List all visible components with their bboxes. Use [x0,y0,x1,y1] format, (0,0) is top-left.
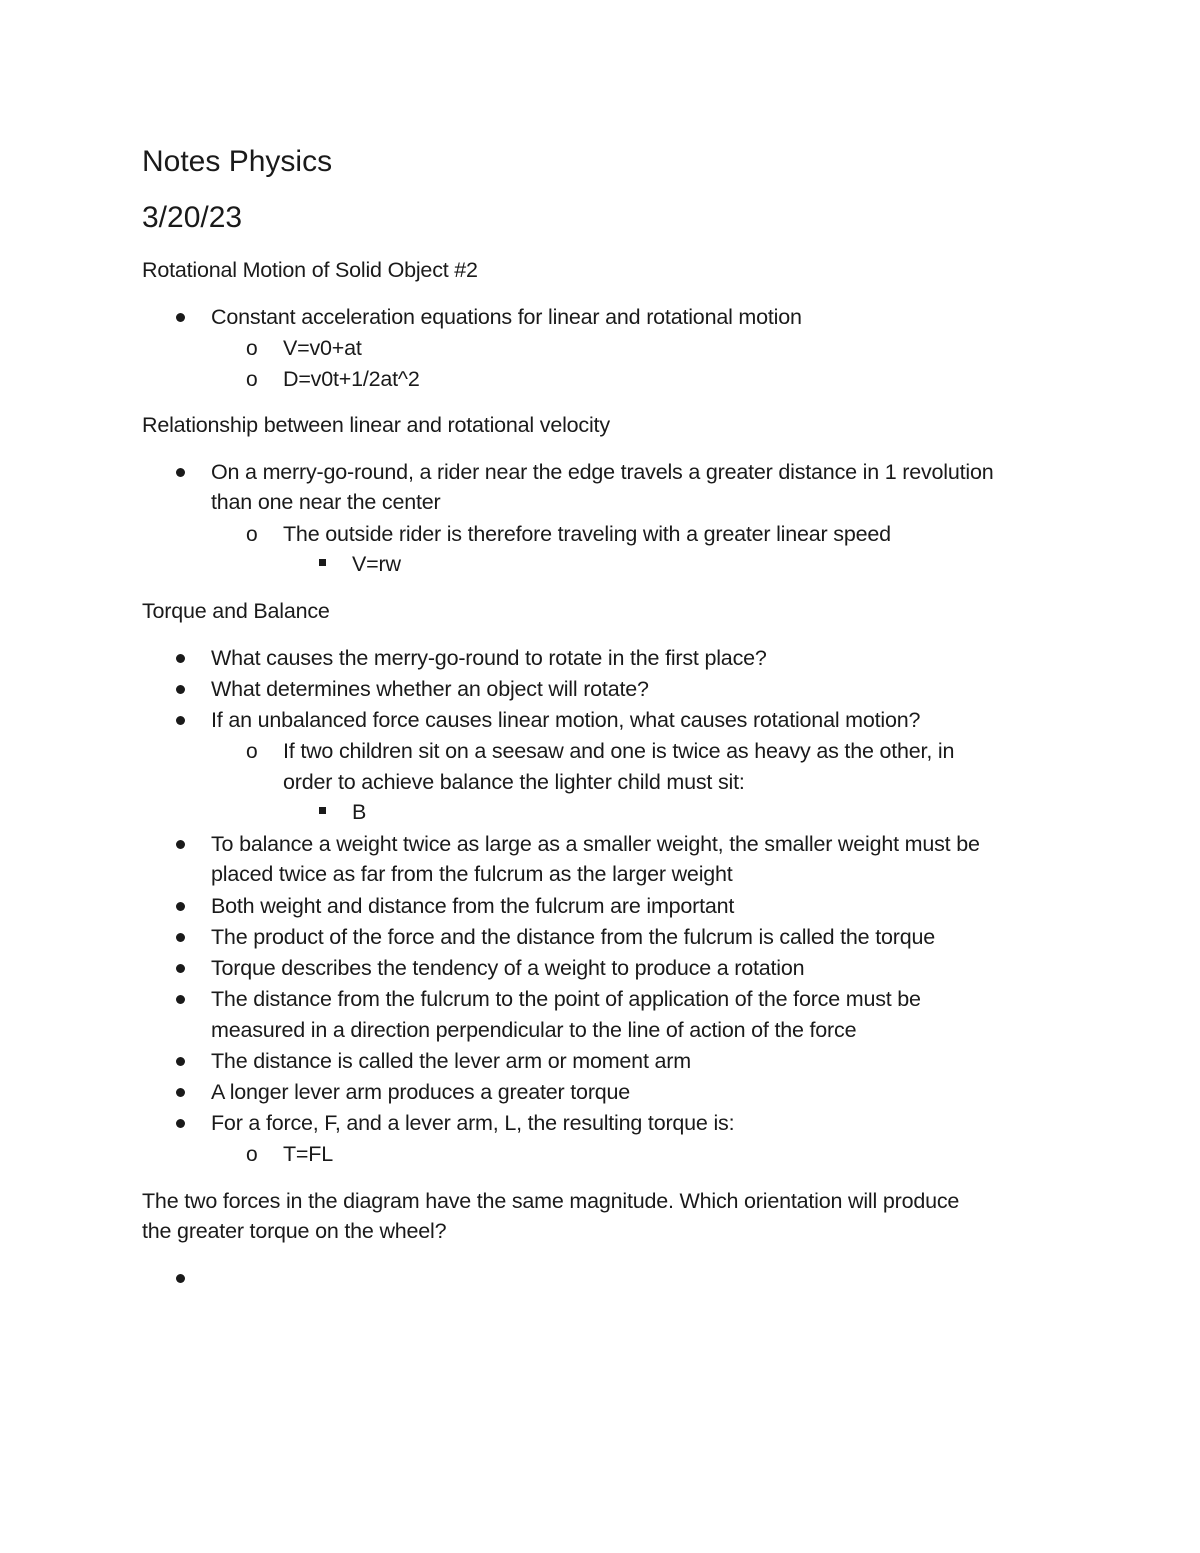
list-item: The distance is called the lever arm or moment arm [211,1049,691,1073]
list-item-continuation: measured in a direction perpendicular to the line of action of the force [211,1018,857,1042]
circle-bullet-icon: o [246,740,258,763]
bullet-icon [176,902,185,911]
list-item: The distance from the fulcrum to the point of application of the force must be [211,987,921,1011]
bullet-icon [176,964,185,973]
list-item: D=v0t+1/2at^2 [283,367,420,391]
bullet-icon [176,995,185,1004]
paragraph-line: The two forces in the diagram have the same magnitude. Which orientation will produce [142,1189,960,1213]
bullet-icon [176,1088,185,1097]
bullet-icon [176,716,185,725]
bullet-icon [176,685,185,694]
bullet-icon [176,313,185,322]
list-item: For a force, F, and a lever arm, L, the resulting torque is: [211,1111,735,1135]
list-item: If an unbalanced force causes linear motion, what causes rotational motion? [211,708,921,732]
list-item: What determines whether an object will rotate? [211,677,649,701]
list-item: Constant acceleration equations for linear and rotational motion [211,305,802,329]
list-item: On a merry-go-round, a rider near the edge travels a greater distance in 1 revolution [211,460,994,484]
list-item: T=FL [283,1142,333,1166]
section-heading: Relationship between linear and rotational velocity [142,413,610,437]
date-line: 3/20/23 [142,201,243,234]
list-item: Torque describes the tendency of a weight to produce a rotation [211,956,805,980]
section-heading: Rotational Motion of Solid Object #2 [142,258,478,282]
circle-bullet-icon: o [246,523,258,546]
empty-bullet-icon [176,1274,185,1283]
square-bullet-icon [319,559,326,566]
list-item-continuation: placed twice as far from the fulcrum as the larger weight [211,862,733,886]
bullet-icon [176,468,185,477]
square-bullet-icon [319,807,326,814]
list-item-continuation: than one near the center [211,490,441,514]
list-item: Both weight and distance from the fulcrum are important [211,894,735,918]
circle-bullet-icon: o [246,1143,258,1166]
list-item: B [352,800,367,824]
page-title: Notes Physics [142,145,333,178]
section-heading: Torque and Balance [142,599,330,623]
paragraph-line: the greater torque on the wheel? [142,1219,447,1243]
bullet-icon [176,1119,185,1128]
list-item: What causes the merry-go-round to rotate in the first place? [211,646,767,670]
list-item: The product of the force and the distance from the fulcrum is called the torque [211,925,935,949]
circle-bullet-icon: o [246,368,258,391]
list-item: The outside rider is therefore traveling with a greater linear speed [283,522,891,546]
list-item: V=rw [352,552,401,576]
bullet-icon [176,840,185,849]
list-item: V=v0+at [283,336,362,360]
list-item-continuation: order to achieve balance the lighter child must sit: [283,770,745,794]
list-item: If two children sit on a seesaw and one is twice as heavy as the other, in [283,739,955,763]
list-item: To balance a weight twice as large as a smaller weight, the smaller weight must be [211,832,980,856]
circle-bullet-icon: o [246,337,258,360]
bullet-icon [176,933,185,942]
list-item: A longer lever arm produces a greater torque [211,1080,631,1104]
bullet-icon [176,654,185,663]
bullet-icon [176,1057,185,1066]
